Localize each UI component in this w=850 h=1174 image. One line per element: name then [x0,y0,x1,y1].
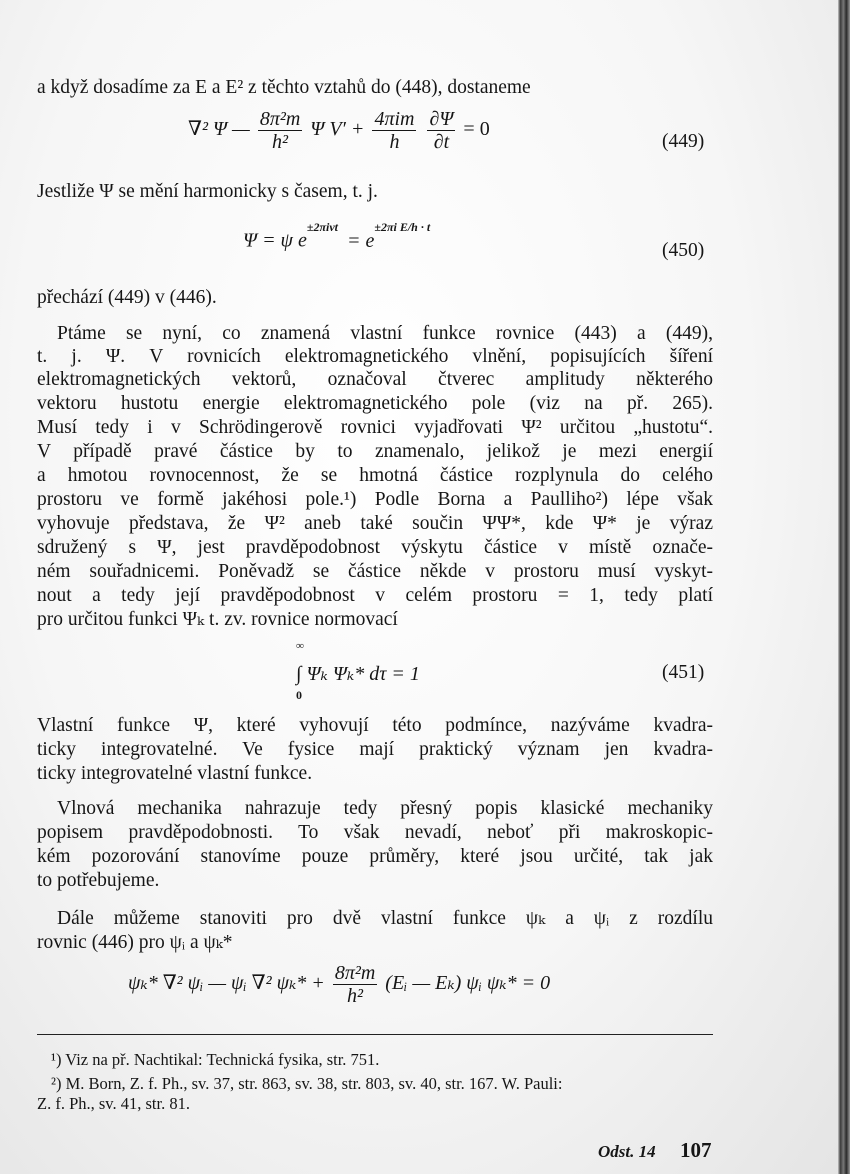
text-line: Jestliže Ψ se mění harmonicky s časem, t. j. [37,181,378,202]
text-line: Vlastní funkce Ψ, které vyhovují této podmínce, nazýváme kvadra- [37,715,713,736]
equation-part: = 0 [463,118,490,141]
text-line: vektoru hustotu energie elektromagnetického pole (viz na př. 265). [37,393,713,414]
equation-number: (450) [662,240,705,261]
integral-lower-limit: 0 [296,688,302,702]
book-spine-edge [838,0,850,1174]
fraction-numerator: ∂Ψ [429,108,454,130]
text-line: Musí tedy i v Schrödingerově rovnici vyjadřovati Ψ² určitou „hustotu“. [37,417,713,438]
text-line: elektromagnetických vektorů, označoval čtverec amplitudy některého [37,369,713,390]
page-number: 107 [680,1138,712,1162]
text-line: t. j. Ψ. V rovnicích elektromagnetického vlnění, popisujících šíření [37,346,713,367]
text-line: Dále můžeme stanoviti pro dvě vlastní funkce ψₖ a ψᵢ z rozdílu [57,908,713,929]
text-line: vyhovuje představa, že Ψ² aneb také součin ΨΨ*, kde Ψ* je výraz [37,513,713,534]
fraction-numerator: 8π²m [334,962,376,984]
equation-part: (Eᵢ — Eₖ) ψᵢ ψₖ* = 0 [385,972,551,995]
text-line: Ptáme se nyní, co znamená vlastní funkce rovnice (443) a (449), [57,323,713,344]
text-line: nout a tedy její pravděpodobnost v celém prostoru = 1, tedy platí [37,585,713,606]
fraction-denominator: ∂t [433,131,450,153]
text-line: kém pozorování stanovíme pouze průměry, které jsou určité, tak jak [37,846,713,867]
text-line: popisem pravděpodobnosti. To však nevadí, neboť při makroskopic- [37,822,713,843]
fraction [258,108,302,153]
fraction-numerator: 4πim [374,108,415,130]
equation-number: (449) [662,131,705,152]
fraction-numerator: 8π²m [259,108,301,130]
exponent: ±2πivt [306,220,338,234]
equation-451: ∫ Ψₖ Ψₖ* dτ = 1 [296,663,420,685]
equation-part: ψₖ* ∇² ψᵢ — ψᵢ ∇² ψₖ* + [128,972,325,995]
text-line: to potřebujeme. [37,870,160,891]
text-line: a hmotou rovnocennost, že se hmotná částice rozplynula do celého [37,465,713,486]
text-line: Vlnová mechanika nahrazuje tedy přesný popis klasické mechaniky [57,798,713,819]
text-line: pro určitou funkci Ψₖ t. zv. rovnice normovací [37,609,398,630]
text-line: sdružený s Ψ, jest pravděpodobnost výskytu částice v místě označe- [37,537,713,558]
text-line: rovnic (446) pro ψᵢ a ψₖ* [37,932,233,953]
fraction [427,108,455,153]
footnote: ²) M. Born, Z. f. Ph., sv. 37, str. 863, sv. 38, str. 803, sv. 40, str. 167. W. Pauli: [51,1074,563,1093]
equation-part: = e [347,229,375,252]
equation-449 [188,108,490,153]
equation-difference [128,962,550,1007]
integral-upper-limit: ∞ [296,640,304,652]
text-line: ticky integrovatelné vlastní funkce. [37,763,313,784]
footnote-divider [37,1034,713,1035]
text-line: V případě pravé částice by to znamenalo, jelikož je mezi energií [37,441,713,462]
text-line: ticky integrovatelné. Ve fysice mají praktický význam jen kvadra- [37,739,713,760]
exponent: ±2πi E/h · t [374,220,431,234]
text-line: a když dosadíme za E a E² z těchto vztahů do (448), dostaneme [37,77,531,98]
section-label: Odst. 14 [598,1142,656,1161]
fraction-denominator: h² [272,131,289,153]
footnote: ¹) Viz na př. Nachtikal: Technická fysika, str. 751. [51,1050,380,1069]
equation-part: Ψ V′ + [310,118,365,141]
text-line: prostoru ve formě jakéhosi pole.¹) Podle Borna a Paulliho²) lépe však [37,489,713,510]
fraction-denominator: h [389,131,400,153]
text-line: ném souřadnicemi. Poněvadž se částice někde v prostoru musí vyskyt- [37,561,713,582]
footnote-continuation: Z. f. Ph., sv. 41, str. 81. [37,1094,190,1113]
text-line: přechází (449) v (446). [37,287,217,308]
equation-part: Ψ = ψ e [243,229,307,252]
equation-part: ∇² Ψ — [188,118,250,141]
fraction-denominator: h² [347,985,364,1007]
fraction [333,962,377,1007]
fraction [372,108,416,153]
equation-number: (451) [662,662,705,683]
